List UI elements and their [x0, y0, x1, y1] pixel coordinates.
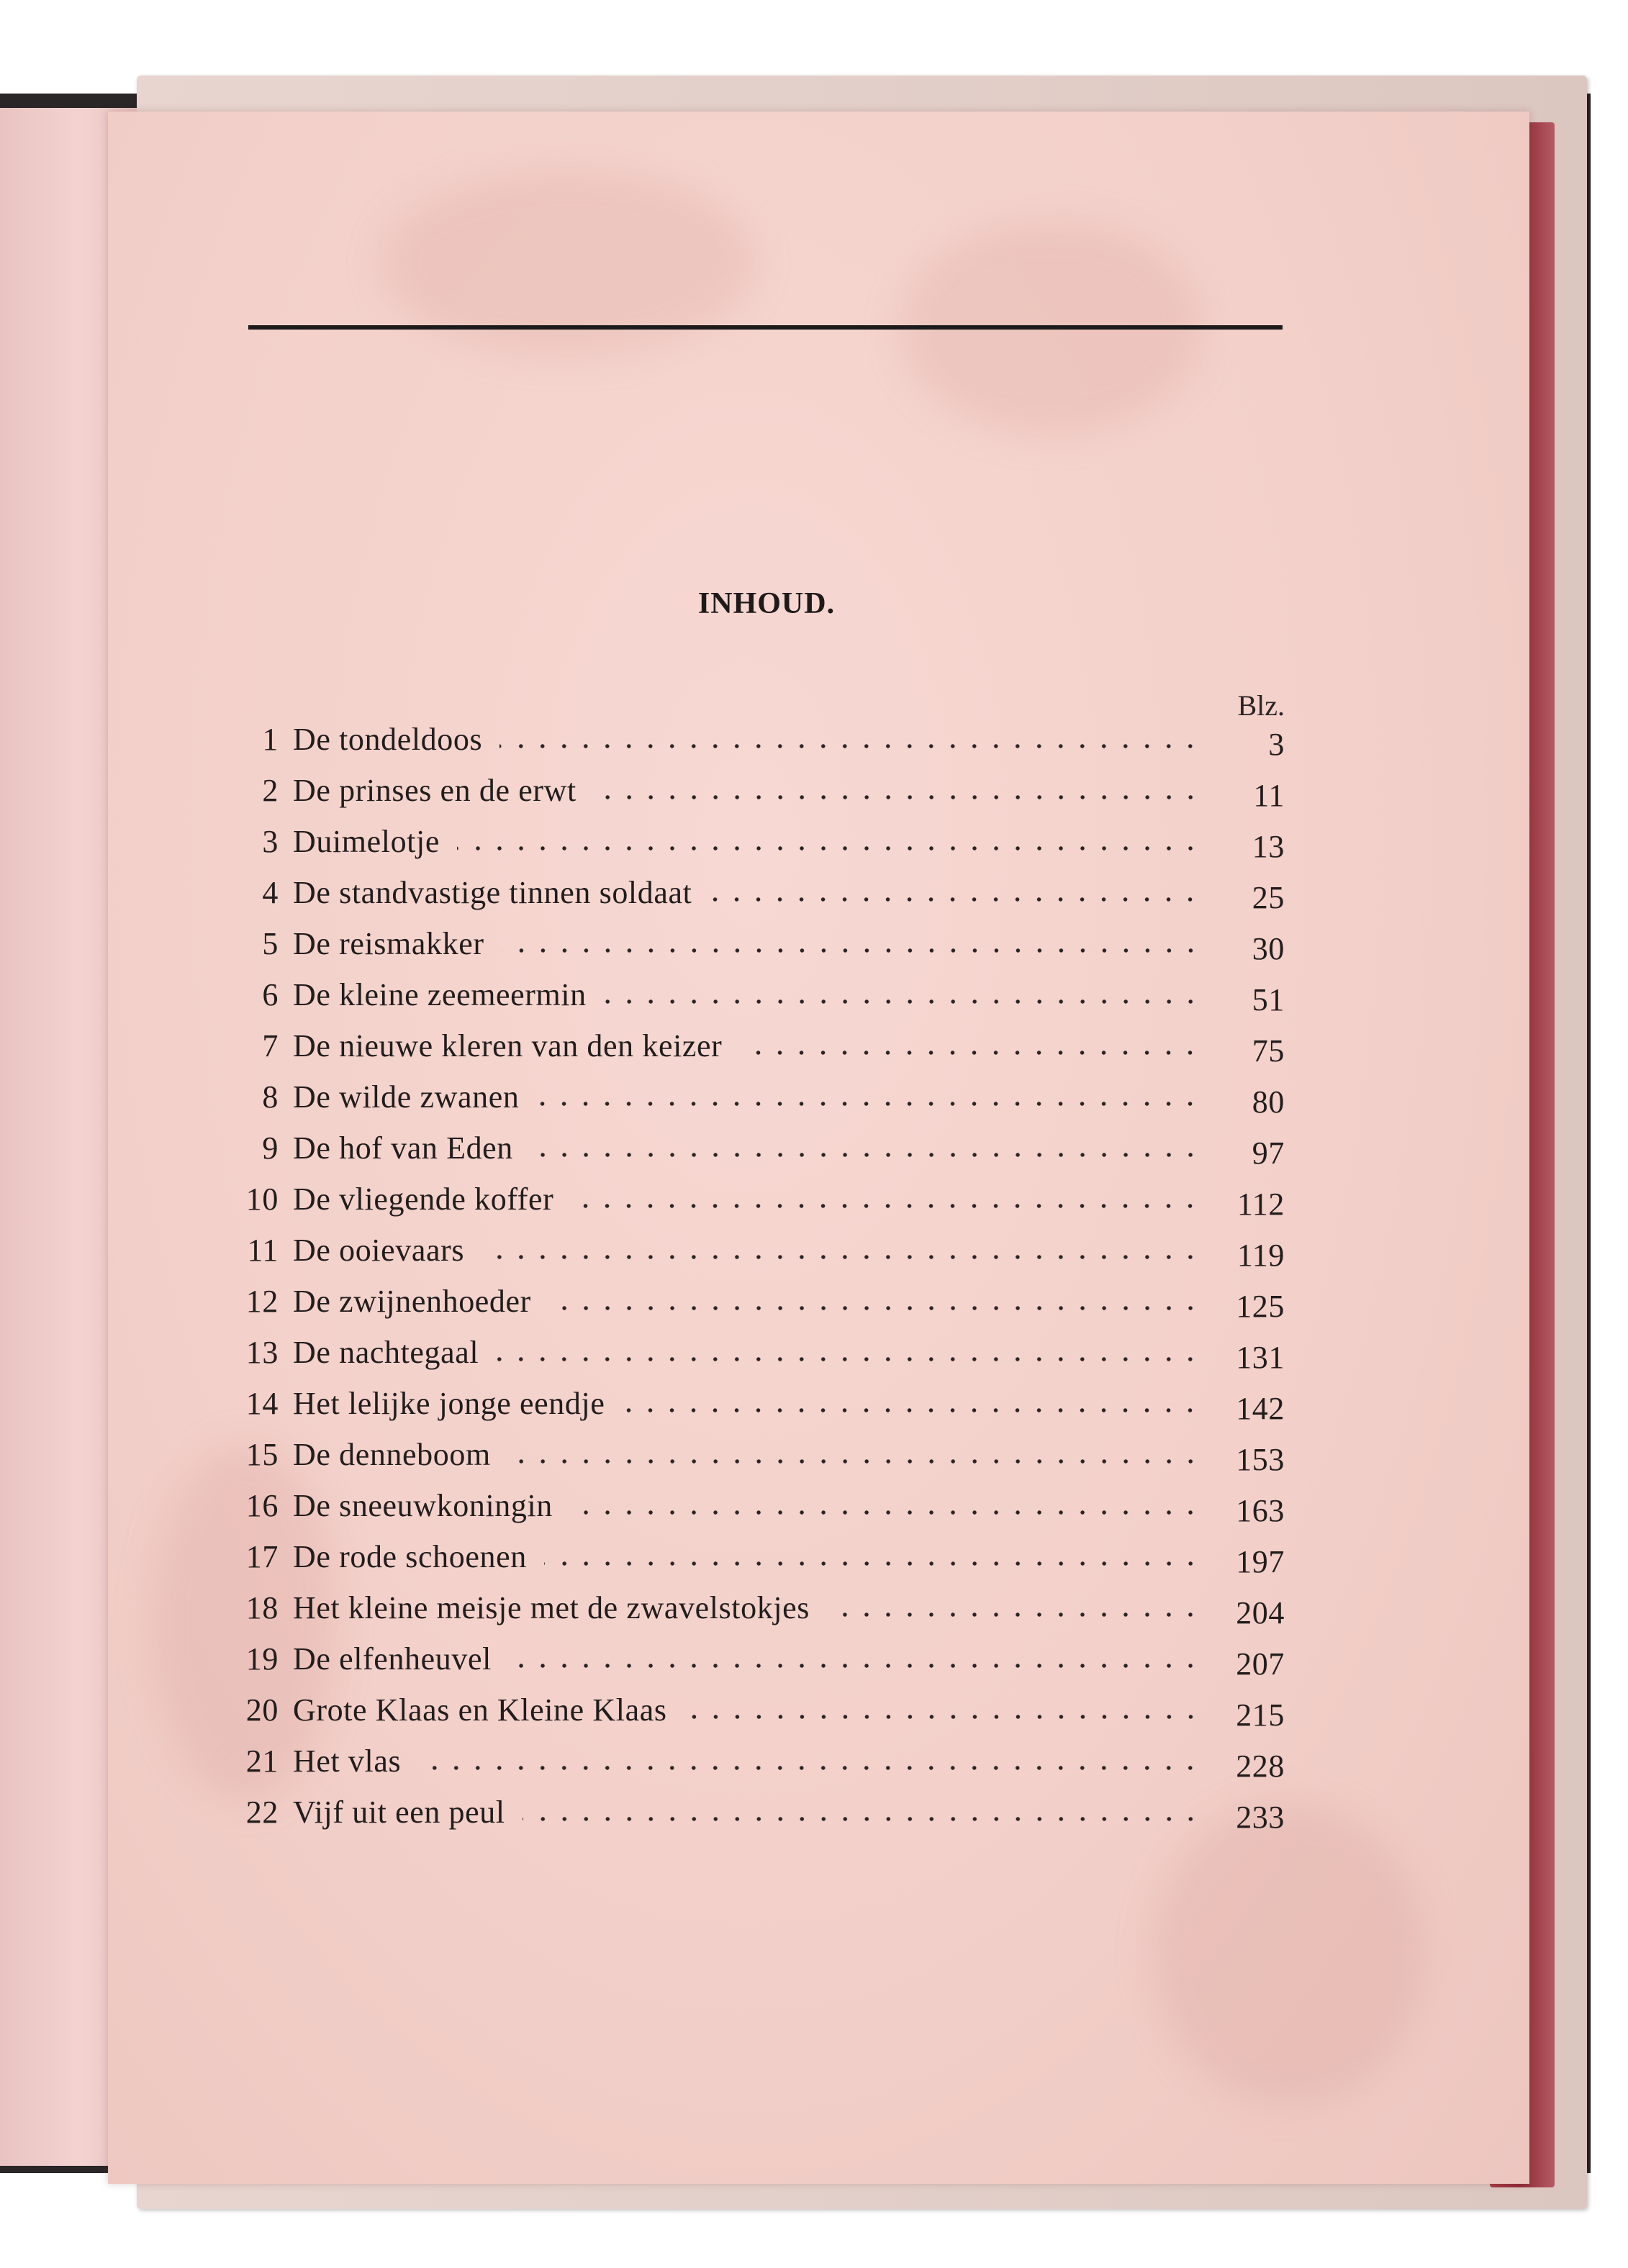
toc-entry-title: De ooievaars	[293, 1233, 465, 1268]
toc-entry	[220, 1531, 1285, 1582]
dot-leader	[457, 846, 1201, 850]
toc-entry-page: 13	[1252, 829, 1285, 864]
toc-entry-title: De zwijnenhoeder	[293, 1284, 531, 1319]
toc-entry	[220, 816, 1285, 867]
toc-entry-title: De elfenheuvel	[293, 1641, 492, 1677]
toc-entry-title: De tondeldoos	[293, 722, 483, 757]
toc-entry	[220, 1174, 1285, 1225]
toc-entry-page: 30	[1252, 931, 1285, 966]
dot-leader	[594, 795, 1201, 799]
toc-entry	[220, 714, 1285, 765]
toc-entry-page: 142	[1236, 1391, 1285, 1426]
toc-entry-number: 8	[262, 1079, 279, 1115]
page-title: INHOUD.	[697, 587, 836, 620]
toc-entry	[220, 969, 1285, 1020]
toc-entry-title: De reismakker	[293, 926, 484, 961]
dot-leader	[622, 1408, 1201, 1412]
dot-leader	[481, 1255, 1201, 1259]
toc-entry-page: 233	[1236, 1800, 1285, 1835]
toc-entry-number: 5	[262, 926, 279, 961]
toc-entry-title: De rode schoenen	[293, 1539, 527, 1574]
toc-entry	[220, 867, 1285, 918]
dot-leader	[570, 1510, 1201, 1515]
toc-entry-number: 9	[262, 1130, 279, 1166]
dot-leader	[508, 1459, 1201, 1464]
toc-entry	[220, 1633, 1285, 1684]
toc-entry-title: De kleine zeemeermin	[293, 977, 587, 1012]
toc-entry	[220, 1071, 1285, 1122]
toc-entry	[220, 1429, 1285, 1480]
dot-leader	[509, 1664, 1201, 1668]
toc-entry-number: 21	[245, 1743, 279, 1779]
dot-leader	[418, 1766, 1201, 1770]
toc-entry-page: 112	[1236, 1187, 1285, 1222]
toc-entry	[220, 765, 1285, 816]
toc-entry-number: 16	[245, 1488, 279, 1523]
dot-leader	[544, 1561, 1201, 1566]
toc-entry-title: De standvastige tinnen soldaat	[293, 875, 692, 910]
toc-entry-number: 17	[245, 1539, 279, 1574]
toc-entry-page: 131	[1236, 1340, 1285, 1375]
toc-entry-title: Het kleine meisje met de zwavelstokjes	[293, 1590, 810, 1625]
dot-leader	[604, 999, 1201, 1004]
toc-entry-page: 97	[1252, 1135, 1285, 1171]
toc-entry	[220, 1276, 1285, 1327]
toc-entry-page: 197	[1236, 1544, 1285, 1579]
toc-entry-number: 6	[262, 977, 279, 1012]
toc-entry	[220, 1327, 1285, 1378]
toc-entry	[220, 1787, 1285, 1838]
toc-entry-title: Duimelotje	[293, 824, 440, 859]
toc-entry	[220, 1684, 1285, 1736]
toc-entry-title: De nachtegaal	[293, 1335, 479, 1370]
toc-entry-title: De denneboom	[293, 1437, 491, 1472]
toc-entry	[220, 1480, 1285, 1531]
toc-entry-title: Het lelijke jonge eendje	[293, 1386, 605, 1421]
toc-entry-page: 228	[1236, 1748, 1285, 1784]
toc-entry-title: De wilde zwanen	[293, 1079, 520, 1115]
paper-stain	[1152, 1802, 1425, 2105]
toc-entry-number: 11	[247, 1233, 279, 1268]
toc-entry-page: 163	[1236, 1493, 1285, 1528]
toc-entry	[220, 1122, 1285, 1174]
toc-entry	[220, 918, 1285, 969]
toc-entry-number: 13	[245, 1335, 279, 1370]
dot-leader	[499, 744, 1201, 748]
dot-leader	[684, 1715, 1201, 1719]
toc-entry	[220, 1020, 1285, 1071]
toc-entry-page: 153	[1236, 1442, 1285, 1477]
toc-entry-number: 12	[245, 1284, 279, 1319]
table-of-contents	[220, 714, 1285, 1838]
toc-entry-number: 19	[245, 1641, 279, 1677]
toc-entry-number: 7	[262, 1028, 279, 1063]
toc-entry-number: 4	[262, 875, 279, 910]
dot-leader	[523, 1817, 1201, 1821]
toc-entry-page: 3	[1268, 727, 1285, 762]
header-rule	[248, 325, 1283, 330]
toc-entry-number: 3	[262, 824, 279, 859]
toc-entry-page: 207	[1236, 1646, 1285, 1682]
toc-entry-number: 15	[245, 1437, 279, 1472]
toc-entry-number: 18	[245, 1590, 279, 1625]
dot-leader	[739, 1051, 1201, 1055]
toc-entry	[220, 1378, 1285, 1429]
toc-entry	[220, 1736, 1285, 1787]
toc-entry-page: 215	[1236, 1697, 1285, 1733]
toc-entry-title: Vijf uit een peul	[293, 1795, 505, 1830]
dot-leader	[536, 1102, 1201, 1106]
toc-entry-title: Het vlas	[293, 1743, 402, 1779]
toc-entry-title: Grote Klaas en Kleine Klaas	[293, 1692, 667, 1728]
dot-leader	[571, 1204, 1201, 1208]
toc-entry-page: 11	[1253, 778, 1285, 813]
dot-leader	[548, 1306, 1201, 1310]
toc-entry-page: 119	[1236, 1238, 1285, 1273]
toc-entry-number: 1	[262, 722, 279, 757]
toc-entry-page: 204	[1236, 1595, 1285, 1630]
toc-entry-title: De nieuwe kleren van den keizer	[293, 1028, 723, 1063]
page-column-label: Blz.	[1237, 689, 1285, 722]
toc-entry-page: 75	[1252, 1033, 1285, 1069]
toc-entry-number: 14	[245, 1386, 279, 1421]
dot-leader	[709, 897, 1201, 902]
toc-entry	[220, 1582, 1285, 1633]
toc-entry-number: 20	[245, 1692, 279, 1728]
toc-entry-page: 25	[1252, 880, 1285, 915]
toc-entry-page: 125	[1236, 1289, 1285, 1324]
toc-entry-title: De sneeuwkoningin	[293, 1488, 553, 1523]
dot-leader	[496, 1357, 1201, 1361]
toc-entry-number: 22	[245, 1795, 279, 1830]
toc-entry-number: 10	[245, 1181, 279, 1217]
dot-leader	[530, 1153, 1201, 1157]
dot-leader	[827, 1612, 1201, 1617]
toc-entry	[220, 1225, 1285, 1276]
dot-leader	[502, 948, 1201, 953]
toc-entry-number: 2	[262, 773, 279, 808]
toc-entry-title: De prinses en de erwt	[293, 773, 576, 808]
toc-entry-title: De hof van Eden	[293, 1130, 513, 1166]
toc-entry-title: De vliegende koffer	[293, 1181, 554, 1217]
toc-entry-page: 51	[1252, 982, 1285, 1017]
toc-entry-page: 80	[1252, 1084, 1285, 1120]
